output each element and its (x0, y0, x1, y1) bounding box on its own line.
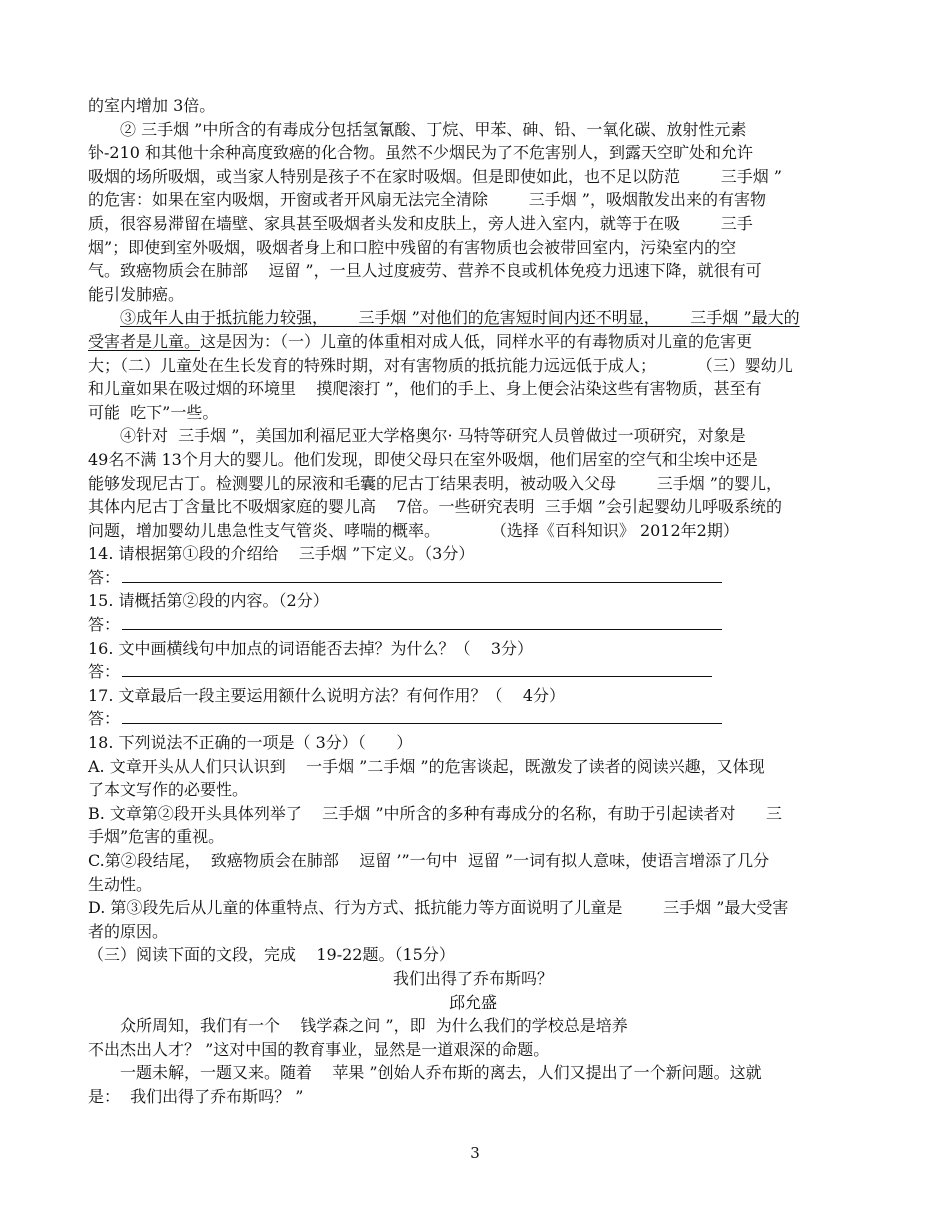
text-line: 可能 吃下”一些。 (88, 402, 219, 422)
question-14: 14. 请根据第①段的介绍给 三手烟 ”下定义。（3分） (88, 544, 475, 564)
text-line: 和儿童如果在吸过烟的环境里 摸爬滚打 ”，他们的手上、身上便会沾染这些有害物质，甚至有 (88, 379, 762, 399)
text-span: 这是因为：（一）儿童的体重相对成人低，同样水平的有毒物质对儿童的危害更 (200, 331, 753, 351)
answer-blank[interactable] (122, 661, 712, 677)
answer-line (88, 613, 858, 637)
essay-author: 邱允盛 (448, 992, 497, 1012)
option-a: A. 文章开头从人们只认识到 一手烟 ”二手烟 ”的危害谈起，既激发了读者的阅读兴趣，又体现 (88, 756, 765, 776)
text-line: 众所周知，我们有一个 钱学森之问 ”，即 为什么我们的学校总是培养 (120, 1016, 628, 1036)
option-d: 者的原因。 (88, 921, 169, 941)
text-line: 的危害：如果在室内吸烟，开窗或者开风扇无法完全清除 三手烟 ”，吸烟散发出来的有害物 (88, 190, 766, 210)
question-15: 15. 请概括第②段的内容。（2分） (88, 591, 329, 611)
page-number: 3 (470, 1144, 480, 1162)
answer-line (88, 566, 858, 590)
question-16: 16. 文中画横线句中加点的词语能否去掉？为什么？（ 3分） (88, 638, 534, 658)
answer-label: 答： (88, 662, 121, 682)
question-17: 17. 文章最后一段主要运用额什么说明方法？有何作用？（ 4分） (88, 685, 566, 705)
text-line: 质，很容易滞留在墙壁、家具甚至吸烟者头发和皮肤上，旁人进入室内，就等于在吸 三手 (88, 213, 753, 233)
text-line (88, 306, 858, 330)
answer-blank[interactable] (122, 708, 722, 724)
text-line: ② 三手烟 ”中所含的有毒成分包括氢氰酸、丁烷、甲苯、砷、铅、一氧化碳、放射性元素 (120, 119, 747, 139)
option-b: 手烟”危害的重视。 (88, 827, 225, 847)
option-d: D. 第③段先后从儿童的体重特点、行为方式、抵抗能力等方面说明了儿童是 三手烟 ”最大受害 (88, 898, 789, 918)
text-line: 49名不满 13个月大的婴儿。他们发现，即使父母只在室外吸烟，他们居室的空气和尘埃中还是 (88, 449, 758, 469)
text-line: 能引发肺癌。 (88, 284, 185, 304)
option-c: 生动性。 (88, 874, 153, 894)
option-c: C.第②段结尾， 致癌物质会在肺部 逗留 ’”一句中 逗留 ”一词有拟人意味，使语言增添了几分 (88, 851, 770, 870)
text-line: 吸烟的场所吸烟，或当家人特别是孩子不在家时吸烟。但是即使如此，也不足以防范 三手烟 ” (88, 166, 782, 186)
document-page (88, 94, 858, 1109)
essay-title: 我们出得了乔布斯吗？ (392, 968, 553, 988)
text-line (88, 330, 858, 354)
answer-line (88, 660, 858, 684)
answer-label: 答： (88, 567, 121, 587)
text-line: 问题，增加婴幼儿患急性支气管炎、哮喘的概率。 （选择《百科知识》 2012年2期） (88, 520, 739, 540)
text-line: 一题未解，一题又来。随着 苹果 ”创始人乔布斯的离去，人们又提出了一个新问题。这就 (120, 1063, 762, 1083)
answer-blank[interactable] (122, 614, 722, 630)
underlined-sentence: ③成年人由于抵抗能力较强， 三手烟 ”对他们的危害短时间内还不明显， 三手烟 ”最大的 (120, 308, 800, 328)
text-line: 能够发现尼古丁。检测婴儿的尿液和毛囊的尼古丁结果表明，被动吸入父母 三手烟 ”的婴儿， (88, 473, 782, 493)
section-heading: （三）阅读下面的文段，完成 19-22题。（15分） (88, 945, 455, 965)
text-line: 钋-210 和其他十余种高度致癌的化合物。虽然不少烟民为了不危害别人，到露天空旷处和允许 (88, 143, 754, 163)
underlined-sentence: 受害者是儿童。 (88, 331, 201, 351)
text-line: ④针对 三手烟 ”，美国加利福尼亚大学格奥尔· 马特等研究人员曾做过一项研究，对象是 (120, 426, 746, 446)
option-b: B. 文章第②段开头具体列举了 三手烟 ”中所含的多种有毒成分的名称，有助于引起读者对 三 (88, 803, 783, 823)
option-a: 了本文写作的必要性。 (88, 780, 249, 800)
text-line: 气。致癌物质会在肺部 逗留 ”，一旦人过度疲劳、营养不良或机体免疫力迅速下降，就很有可 (88, 261, 762, 281)
answer-label: 答： (88, 709, 121, 729)
text-line: 的室内增加 3倍。 (88, 96, 216, 115)
question-18: 18. 下列说法不正确的一项是（ 3分）（ ） (88, 733, 413, 753)
text-line: 不出杰出人才？ ”这对中国的教育事业，显然是一道艰深的命题。 (88, 1039, 550, 1059)
answer-blank[interactable] (122, 567, 722, 583)
text-line: 大；（二）儿童处在生长发育的特殊时期，对有害物质的抵抗能力远远低于成人； （三）婴幼儿 (88, 355, 793, 375)
answer-label: 答： (88, 615, 121, 635)
text-line: 其体内尼古丁含量比不吸烟家庭的婴儿高 7倍。一些研究表明 三手烟 ”会引起婴幼儿呼吸系统的 (88, 497, 782, 517)
text-line: 是： 我们出得了乔布斯吗？ ” (88, 1086, 304, 1106)
text-line: 烟”；即使到室外吸烟，吸烟者身上和口腔中残留的有害物质也会被带回室内，污染室内的空 (88, 237, 737, 257)
answer-line (88, 707, 858, 731)
